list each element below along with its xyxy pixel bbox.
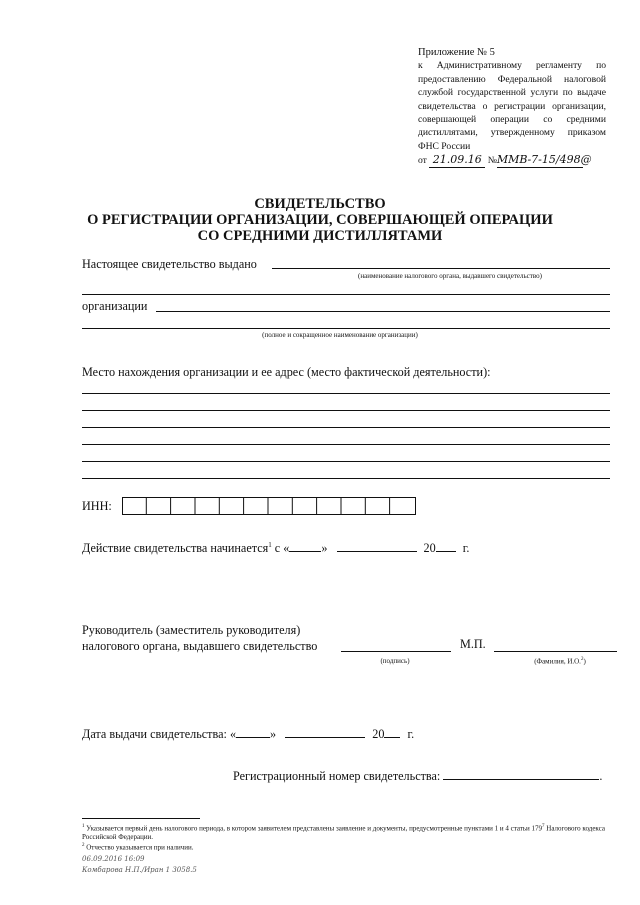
name-caption-end: ) bbox=[583, 657, 586, 666]
head-line-2: налогового органа, выдавшего свидетельство bbox=[82, 639, 318, 653]
issue-day-field[interactable] bbox=[236, 737, 270, 738]
organization-field-line[interactable] bbox=[156, 311, 610, 312]
validity-row bbox=[82, 541, 469, 556]
issue-date-row bbox=[82, 727, 414, 742]
print-stamp-line-1: 06.09.2016 16:09 bbox=[82, 855, 145, 863]
address-line-1[interactable] bbox=[82, 393, 610, 394]
organization-label: организации bbox=[82, 299, 148, 313]
head-label bbox=[82, 622, 317, 654]
validity-label: Действие свидетельства начинается bbox=[82, 541, 269, 556]
signature-field-line[interactable] bbox=[341, 651, 451, 652]
footnote-1-text: Указывается первый день налогового периода, в котором заявителем представлены заявление и документы, предусмотренные пунктами 1 и 4 статьи 179 bbox=[86, 824, 543, 833]
footnote-1-number: 1 bbox=[82, 824, 85, 829]
title-line-1: СВИДЕТЕЛЬСТВО bbox=[254, 196, 386, 212]
appendix-title: Приложение № 5 bbox=[418, 47, 495, 58]
reg-number-end: . bbox=[599, 769, 603, 783]
issue-year-prefix: 20 bbox=[372, 727, 385, 741]
validity-close-quote: » bbox=[321, 541, 328, 556]
footnote-2-number: 2 bbox=[82, 843, 85, 848]
issue-year-field[interactable] bbox=[384, 737, 400, 738]
validity-year-suffix: г. bbox=[462, 541, 470, 556]
issued-field-line[interactable] bbox=[272, 268, 610, 269]
organization-caption: (полное и сокращенное наименование организации) bbox=[262, 331, 418, 339]
inn-grid bbox=[122, 497, 416, 515]
document-title bbox=[0, 196, 640, 244]
address-line-2[interactable] bbox=[82, 410, 610, 411]
title-line-2: О РЕГИСТРАЦИИ ОРГАНИЗАЦИИ, СОВЕРШАЮЩЕЙ ОПЕРАЦИИ bbox=[87, 212, 553, 228]
issued-field-line-2[interactable] bbox=[82, 294, 610, 295]
name-field-line[interactable] bbox=[494, 651, 617, 652]
validity-footnote-ref: 1 bbox=[268, 541, 272, 549]
validity-year-prefix: 20 bbox=[423, 541, 436, 556]
issued-caption: (наименование налогового органа, выдавшего свидетельство) bbox=[358, 272, 542, 280]
issue-month-field[interactable] bbox=[285, 737, 365, 738]
reg-number-field[interactable] bbox=[443, 779, 599, 780]
footnote-1 bbox=[82, 822, 610, 842]
appendix-order-line bbox=[418, 153, 606, 167]
address-line-5[interactable] bbox=[82, 461, 610, 462]
name-caption-text: (Фамилия, И.О. bbox=[534, 657, 581, 666]
address-line-4[interactable] bbox=[82, 444, 610, 445]
name-caption-sup: 2 bbox=[580, 657, 584, 662]
validity-month-field[interactable] bbox=[337, 551, 417, 552]
reg-number-label: Регистрационный номер свидетельства: bbox=[233, 769, 441, 783]
footnote-2-text: Отчество указывается при наличии. bbox=[86, 843, 194, 852]
head-line-1: Руководитель (заместитель руководителя) bbox=[82, 623, 301, 637]
mp-label: М.П. bbox=[460, 637, 486, 651]
address-line-6[interactable] bbox=[82, 478, 610, 479]
address-line-3[interactable] bbox=[82, 427, 610, 428]
address-label: Место нахождения организации и ее адрес (место фактической деятельности): bbox=[82, 365, 491, 379]
issue-date-close-quote: » bbox=[270, 727, 277, 741]
organization-field-line-2[interactable] bbox=[82, 328, 610, 329]
footnote-separator bbox=[82, 818, 200, 819]
appendix-from-label: от bbox=[418, 155, 427, 167]
name-caption bbox=[510, 657, 610, 665]
appendix-number-label: № bbox=[487, 155, 497, 167]
appendix-order-date: 21.09.16 bbox=[429, 153, 485, 167]
title-line-3: СО СРЕДНИМИ ДИСТИЛЛЯТАМИ bbox=[197, 228, 443, 244]
issue-year-suffix: г. bbox=[407, 727, 415, 741]
signature-caption: (подпись) bbox=[380, 657, 410, 665]
issued-label: Настоящее свидетельство выдано bbox=[82, 257, 257, 271]
issue-date-label: Дата выдачи свидетельства: « bbox=[82, 727, 237, 741]
validity-year-field[interactable] bbox=[436, 551, 456, 552]
reg-number-row bbox=[233, 769, 602, 784]
footnote-1-sup: 7 bbox=[542, 824, 545, 829]
footnote-1-end: Налогового кодекса Российской Федерации. bbox=[82, 824, 605, 842]
footnote-2 bbox=[82, 841, 610, 852]
inn-cell-dividers bbox=[122, 497, 416, 515]
inn-label: ИНН: bbox=[82, 499, 112, 513]
appendix-text: к Административному регламенту по предоставлению Федеральной налоговой службой государственной услуги по выдаче свидетельства о регистрации организации, совершающей операции со средними дистиллятами, утвержденному приказом ФНС России bbox=[418, 60, 606, 152]
appendix-order-number: ММВ-7-15/498@ bbox=[496, 153, 592, 167]
validity-c: с « bbox=[274, 541, 290, 556]
print-stamp-line-2: Комбарова Н.П./Иран 1 3058.5 bbox=[82, 866, 197, 874]
appendix-block bbox=[418, 46, 606, 168]
validity-day-field[interactable] bbox=[289, 551, 321, 552]
